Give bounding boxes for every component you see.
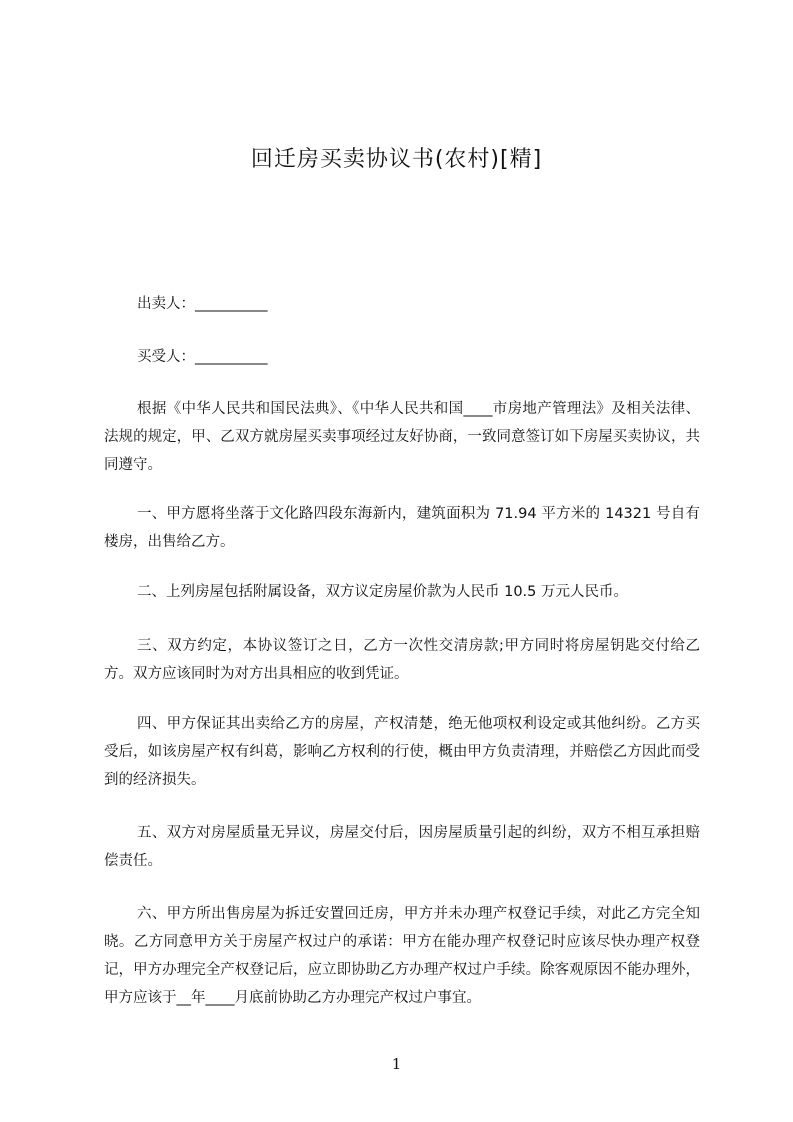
paragraph-clause-4: 四、甲方保证其出卖给乙方的房屋，产权清楚，绝无他项权利设定或其他纠纷。乙方买受后，如该房屋产权有纠葛，影响乙方权利的行使，概由甲方负责清理，并赔偿乙方因此而受到的经济损失。 <box>104 716 700 788</box>
paragraph-clause-5: 五、双方对房屋质量无异议，房屋交付后，因房屋质量引起的纠纷，双方不相互承担赔偿责任。 <box>104 825 700 869</box>
paragraph-clause-1: 一、甲方愿将坐落于文化路四段东海新内，建筑面积为 71.94 平方米的 14321 号自有楼房，出售给乙方。 <box>104 506 700 550</box>
page-number: 1 <box>391 1055 402 1073</box>
paragraph-clause-3: 三、双方约定，本协议签订之日，乙方一次性交清房款;甲方同时将房屋钥匙交付给乙方。双方应该同时为对方出具相应的收到凭证。 <box>104 638 700 682</box>
paragraph-preamble: 根据《中华人民共和国民法典》、《中华人民共和国____市房地产管理法》及相关法律、法规的规定，甲、乙双方就房屋买卖事项经过友好协商，一致同意签订如下房屋买卖协议，共同遵守。 <box>104 401 700 473</box>
seller-line: 出卖人：__________ <box>137 296 268 312</box>
paragraph-clause-6: 六、甲方所出售房屋为拆迁安置回迁房，甲方并未办理产权登记手续，对此乙方完全知晓。乙方同意甲方关于房屋产权过户的承诺：甲方在能办理产权登记时应该尽快办理产权登记，甲方办理完全产权登记后，应立即协助乙方办理产权过户手续。除客观原因不能办理外，甲方应该于__年____月底前协助乙方办理完产权过户事宜。 <box>104 906 700 1006</box>
buyer-line: 买受人：__________ <box>137 349 268 365</box>
paragraph-clause-2: 二、上列房屋包括附属设备，双方议定房屋价款为人民币 10.5 万元人民币。 <box>137 584 629 600</box>
document-title: 回迁房买卖协议书(农村)[精] <box>250 147 543 172</box>
